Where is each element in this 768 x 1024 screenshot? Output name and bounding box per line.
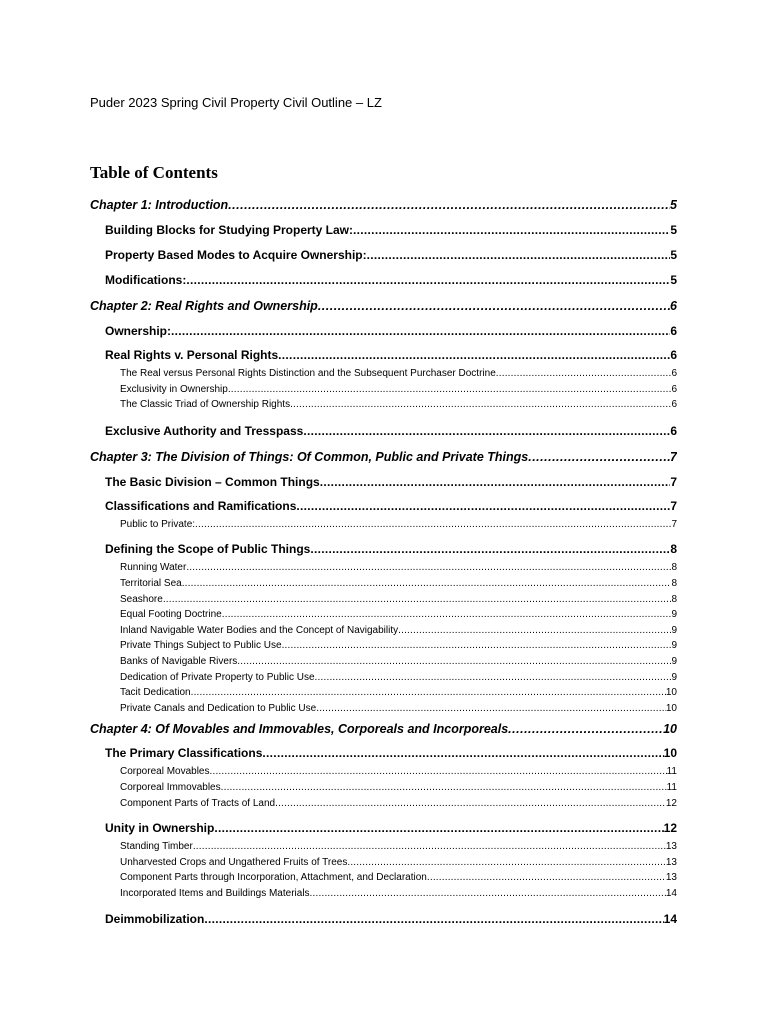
toc-dot-leader: [237, 654, 671, 670]
toc-dot-leader: [427, 870, 666, 886]
toc-entry-level-2[interactable]: [90, 319, 677, 344]
toc-page-number: 13: [665, 856, 677, 868]
toc-entry-title: Building Blocks for Studying Property Law:: [105, 223, 354, 237]
toc-page-number: 9: [671, 640, 677, 652]
toc-entry-level-2[interactable]: [90, 268, 677, 293]
toc-entry-title: Territorial Sea: [120, 577, 182, 589]
toc-dot-leader: [204, 907, 663, 932]
toc-entry-title: Corporeal Movables: [120, 766, 210, 778]
toc-dot-leader: [290, 397, 671, 413]
toc-entry-title: Inland Navigable Water Bodies and the Concept of Navigability: [120, 624, 399, 636]
toc-entry-title: Chapter 4: Of Movables and Immovables, Corporeals and Incorporeals: [90, 722, 509, 737]
toc-page-number: 6: [671, 383, 677, 395]
table-of-contents: [90, 192, 677, 932]
toc-dot-leader: [318, 293, 670, 319]
toc-page-number: 13: [665, 872, 677, 884]
toc-entry-title: Exclusive Authority and Tresspass: [105, 423, 304, 438]
toc-entry-level-2[interactable]: [90, 907, 677, 932]
toc-entry-level-1[interactable]: [90, 716, 677, 742]
toc-entry-title: The Primary Classifications: [105, 746, 263, 761]
toc-entry-title: Property Based Modes to Acquire Ownership:: [105, 248, 367, 262]
toc-entry-level-3[interactable]: [90, 623, 677, 639]
toc-dot-leader: [275, 796, 666, 812]
toc-entry-title: Dedication of Private Property to Public Use: [120, 671, 315, 683]
toc-dot-leader: [310, 886, 666, 902]
toc-page-number: 6: [671, 368, 677, 379]
toc-page-number: 8: [670, 542, 677, 557]
toc-entry-title: Public to Private:: [120, 518, 196, 530]
toc-page-number: 11: [666, 766, 677, 778]
toc-dot-leader: [222, 607, 672, 623]
toc-entry-level-3[interactable]: [90, 780, 677, 796]
toc-entry-title: Private Things Subject to Public Use: [120, 640, 282, 652]
toc-entry-title: Deimmobilization: [105, 912, 205, 927]
toc-entry-level-3[interactable]: [90, 855, 677, 871]
toc-entry-level-3[interactable]: [90, 638, 677, 654]
toc-page-number: 8: [671, 562, 677, 574]
toc-entry-level-2[interactable]: [90, 470, 677, 495]
toc-entry-level-3[interactable]: [90, 839, 677, 855]
toc-dot-leader: [278, 344, 670, 366]
toc-page-number: 5: [670, 273, 677, 287]
toc-entry-title: Banks of Navigable Rivers: [120, 655, 238, 667]
toc-entry-level-3[interactable]: [90, 576, 677, 592]
toc-page-number: 10: [663, 746, 677, 761]
toc-dot-leader: [214, 817, 663, 839]
toc-dot-leader: [496, 366, 672, 382]
toc-entry-title: Corporeal Immovables: [120, 781, 221, 793]
toc-page-number: 9: [671, 671, 677, 683]
toc-dot-leader: [228, 192, 670, 218]
toc-page-number: 6: [670, 299, 677, 313]
toc-entry-level-3[interactable]: [90, 685, 677, 701]
toc-heading: Table of Contents: [90, 163, 218, 182]
toc-dot-leader: [163, 592, 672, 608]
toc-dot-leader: [195, 517, 671, 533]
document-title: Puder 2023 Spring Civil Property Civil Outline – LZ: [90, 95, 382, 110]
toc-page-number: 6: [670, 348, 677, 362]
toc-dot-leader: [367, 243, 671, 268]
toc-entry-title: Tacit Dedication: [120, 687, 191, 699]
toc-entry-level-3[interactable]: [90, 670, 677, 686]
toc-entry-level-2[interactable]: [90, 344, 677, 366]
toc-entry-title: Equal Footing Doctrine: [120, 609, 222, 621]
toc-dot-leader: [182, 576, 672, 592]
toc-page-number: 12: [665, 797, 677, 809]
toc-entry-level-3[interactable]: [90, 886, 677, 902]
toc-dot-leader: [282, 638, 672, 654]
toc-dot-leader: [171, 319, 670, 344]
toc-entry-title: Classifications and Ramifications: [105, 498, 297, 513]
toc-dot-leader: [191, 685, 666, 701]
toc-dot-leader: [316, 701, 666, 717]
toc-entry-level-3[interactable]: [90, 560, 677, 576]
toc-dot-leader: [228, 382, 672, 398]
toc-entry-level-3[interactable]: [90, 796, 677, 812]
toc-dot-leader: [347, 855, 666, 871]
toc-entry-level-1[interactable]: [90, 293, 677, 319]
toc-entry-title: Chapter 1: Introduction: [90, 198, 229, 212]
toc-page-number: 7: [670, 498, 677, 513]
toc-entry-level-1[interactable]: [90, 192, 677, 218]
toc-page-number: 10: [665, 687, 677, 699]
toc-entry-title: Unharvested Crops and Ungathered Fruits of Trees: [120, 856, 348, 868]
toc-entry-title: Chapter 2: Real Rights and Ownership: [90, 299, 318, 313]
toc-entry-title: Incorporated Items and Buildings Materials: [120, 887, 310, 899]
toc-page-number: 10: [663, 722, 677, 737]
toc-entry-level-1[interactable]: [90, 444, 677, 470]
toc-dot-leader: [398, 623, 671, 639]
toc-dot-leader: [210, 764, 667, 780]
toc-entry-title: The Classic Triad of Ownership Rights: [120, 399, 291, 411]
toc-entry-title: The Basic Division – Common Things: [105, 474, 320, 489]
toc-page-number: 5: [670, 223, 677, 237]
toc-dot-leader: [193, 839, 666, 855]
toc-page-number: 9: [671, 624, 677, 636]
toc-page-number: 14: [663, 912, 677, 927]
toc-dot-leader: [508, 716, 663, 742]
toc-entry-title: Private Canals and Dedication to Public Use: [120, 702, 317, 714]
toc-entry-title: Defining the Scope of Public Things: [105, 542, 311, 557]
toc-entry-level-3[interactable]: [90, 764, 677, 780]
toc-dot-leader: [303, 419, 670, 444]
toc-entry-title: Running Water: [120, 562, 187, 574]
toc-dot-leader: [315, 670, 672, 686]
toc-entry-title: Chapter 3: The Division of Things: Of Common, Public and Private Things: [90, 449, 529, 464]
toc-dot-leader: [262, 742, 663, 764]
toc-entry-level-3[interactable]: [90, 701, 677, 717]
toc-entry-level-2[interactable]: [90, 538, 677, 560]
toc-entry-level-3[interactable]: [90, 397, 677, 413]
toc-page-number: 6: [670, 423, 677, 438]
toc-dot-leader: [310, 538, 670, 560]
toc-page-number: 8: [671, 577, 677, 589]
toc-entry-level-3[interactable]: [90, 517, 677, 533]
toc-dot-leader: [320, 470, 671, 495]
toc-entry-title: Ownership:: [105, 324, 172, 338]
toc-page-number: 5: [670, 248, 677, 262]
toc-entry-title: The Real versus Personal Rights Distinction and the Subsequent Purchaser Doctrine: [120, 368, 496, 379]
toc-entry-level-2[interactable]: [90, 495, 677, 517]
toc-page-number: 9: [671, 609, 677, 621]
toc-page-number: 10: [665, 702, 677, 714]
toc-dot-leader: [186, 268, 670, 293]
toc-page-number: 14: [665, 887, 677, 899]
toc-entry-title: Seashore: [120, 593, 163, 605]
toc-page-number: 13: [665, 841, 677, 853]
toc-entry-level-3[interactable]: [90, 382, 677, 398]
toc-page-number: 7: [671, 518, 677, 530]
toc-page-number: 11: [666, 781, 677, 793]
toc-entry-title: Exclusivity in Ownership: [120, 383, 228, 395]
toc-entry-title: Modifications:: [105, 273, 187, 287]
toc-dot-leader: [353, 218, 670, 243]
toc-entry-title: Unity in Ownership: [105, 821, 215, 836]
toc-entry-title: Standing Timber: [120, 841, 193, 853]
toc-entry-level-3[interactable]: [90, 592, 677, 608]
toc-page-number: 6: [670, 324, 677, 338]
toc-entry-title: Real Rights v. Personal Rights: [105, 348, 279, 362]
toc-entry-level-3[interactable]: [90, 366, 677, 382]
toc-entry-level-2[interactable]: [90, 218, 677, 243]
toc-entry-level-2[interactable]: [90, 742, 677, 764]
toc-entry-level-3[interactable]: [90, 654, 677, 670]
toc-page-number: 12: [663, 821, 677, 836]
toc-entry-level-2[interactable]: [90, 419, 677, 444]
toc-entry-level-2[interactable]: [90, 817, 677, 839]
toc-entry-level-3[interactable]: [90, 607, 677, 623]
toc-page-number: 8: [671, 593, 677, 605]
toc-entry-title: Component Parts through Incorporation, Attachment, and Declaration: [120, 872, 427, 884]
toc-entry-title: Component Parts of Tracts of Land: [120, 797, 276, 809]
toc-dot-leader: [528, 444, 670, 470]
toc-entry-level-2[interactable]: [90, 243, 677, 268]
toc-dot-leader: [186, 560, 671, 576]
toc-page-number: 5: [670, 198, 677, 212]
toc-page-number: 9: [671, 655, 677, 667]
toc-entry-level-3[interactable]: [90, 870, 677, 886]
toc-dot-leader: [296, 495, 670, 517]
toc-dot-leader: [221, 780, 667, 796]
toc-page-number: 6: [671, 399, 677, 411]
toc-page-number: 7: [670, 474, 677, 489]
toc-page-number: 7: [670, 449, 677, 464]
